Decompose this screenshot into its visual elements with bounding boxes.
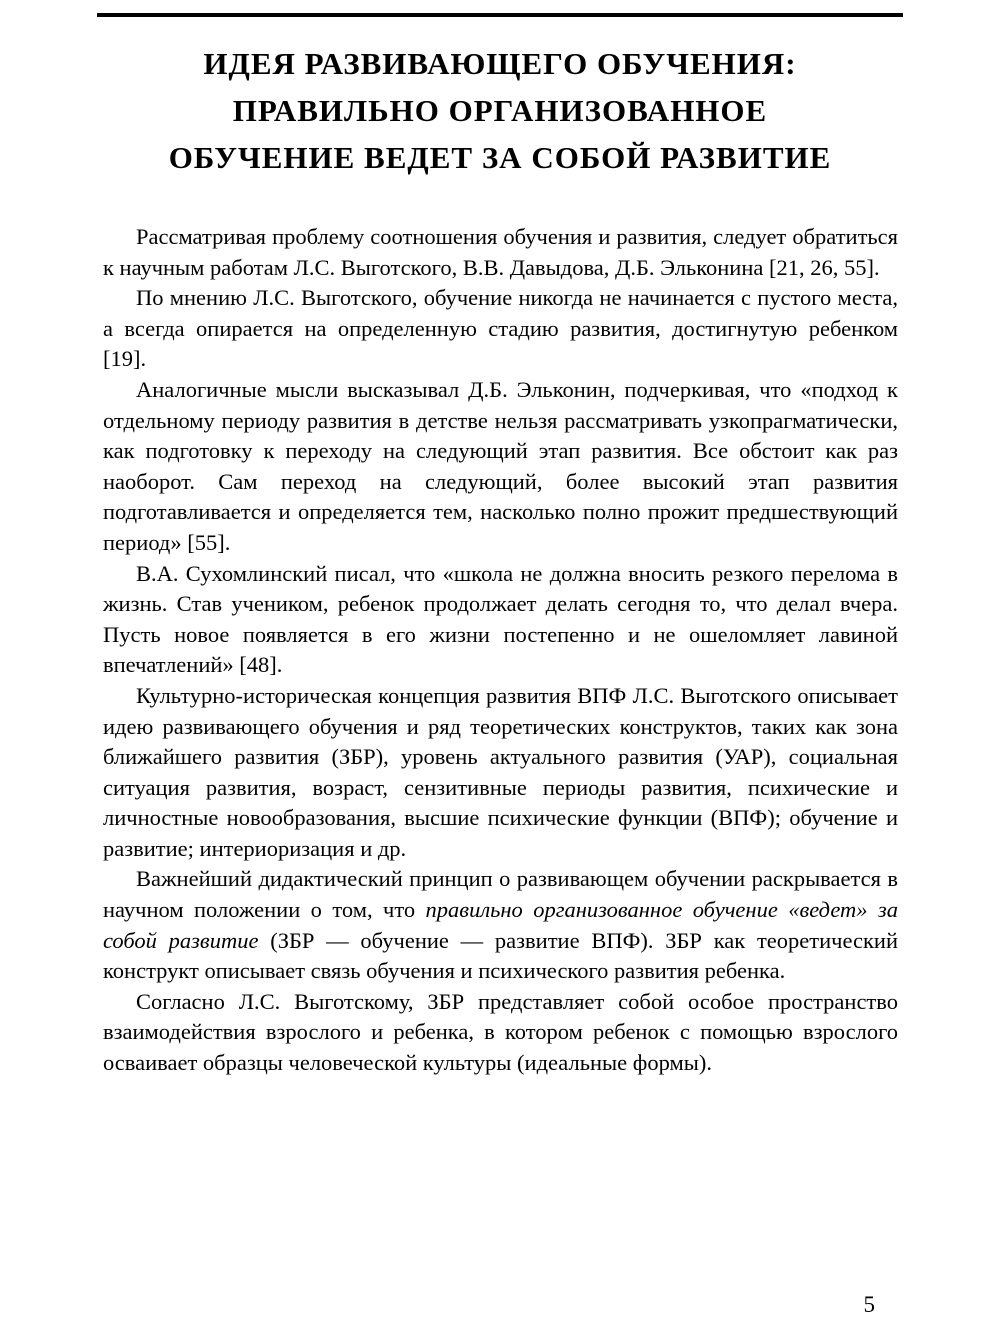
text-run: Рассматривая проблему соотношения обучения и развития, следует обратиться к научным работам Л.С. Выготского, В.В. Давыдова, Д.Б. Эльконина [21, 26, 55]. — [103, 224, 898, 280]
text-run: Аналогичные мысли высказывал Д.Б. Эльконин, подчеркивая, что «подход к отдельному периоду развития в детстве нельзя рассматривать узкопрагматически, как подготовку к переходу на следующий этап развития. Все обстоит как раз наоборот. Сам переход на следующий, более высокий этап развития подготавливается и определяется тем, насколько полно прожит предшествующий период» [55]. — [103, 376, 898, 555]
page-title — [70, 40, 930, 181]
text-run: Согласно Л.С. Выготскому, ЗБР представляет собой особое пространство взаимодействия взрослого и ребенка, в котором ребенок с помощью взрослого осваивает образцы человеческой культуры (идеальные формы). — [103, 988, 898, 1076]
page-title-line-1: ИДЕЯ РАЗВИВАЮЩЕГО ОБУЧЕНИЯ: — [203, 46, 797, 81]
paragraph — [103, 375, 898, 559]
text-run: По мнению Л.С. Выготского, обучение никогда не начинается с пустого места, а всегда опирается на определенную стадию развития, достигнутую ребенком [19]. — [103, 285, 898, 372]
page-title-line-3: ОБУЧЕНИЕ ВЕДЕТ ЗА СОБОЙ РАЗВИТИЕ — [168, 140, 832, 175]
paragraph — [103, 681, 898, 865]
paragraph — [103, 987, 898, 1079]
paragraph — [103, 864, 898, 986]
body-paragraphs — [103, 222, 898, 1079]
paragraph — [103, 222, 898, 283]
page-title-line-2: ПРАВИЛЬНО ОРГАНИЗОВАННОЕ — [232, 93, 768, 128]
text-run: Культурно-историческая концепция развития ВПФ Л.С. Выготского описывает идею развивающего обучения и ряд теоретических конструктов, таких как зона ближайшего развития (ЗБР), уровень актуального развития (УАР), социальная ситуация развития, возраст, сензитивные периоды развития, психические и личностные новообразования, высшие психические функции (ВПФ); обучение и развитие; интериоризация и др. — [103, 682, 898, 861]
text-run: Важнейший дидактический принцип о развивающем обучении раскрывается в научном положении о том, что — [103, 866, 898, 923]
paragraph — [103, 283, 898, 375]
text-run: В.А. Сухомлинский писал, что «школа не должна вносить резкого перелома в жизнь. Став учеником, ребенок продолжает делать сегодня то, что делал вчера. Пусть новое появляется в его жизни постепенно и не ошеломляет лавиной впечатлений» [48]. — [103, 560, 898, 678]
page-number: 5 — [863, 1292, 875, 1317]
text-run: (ЗБР — обучение — развитие ВПФ). ЗБР как теоретический конструкт описывает связь обучения и психического развития ребенка. — [103, 927, 899, 984]
italic-text-run: правильно организованное обучение «ведет» за собой развитие — [103, 897, 898, 953]
top-rule — [97, 13, 903, 17]
paragraph — [103, 559, 898, 681]
